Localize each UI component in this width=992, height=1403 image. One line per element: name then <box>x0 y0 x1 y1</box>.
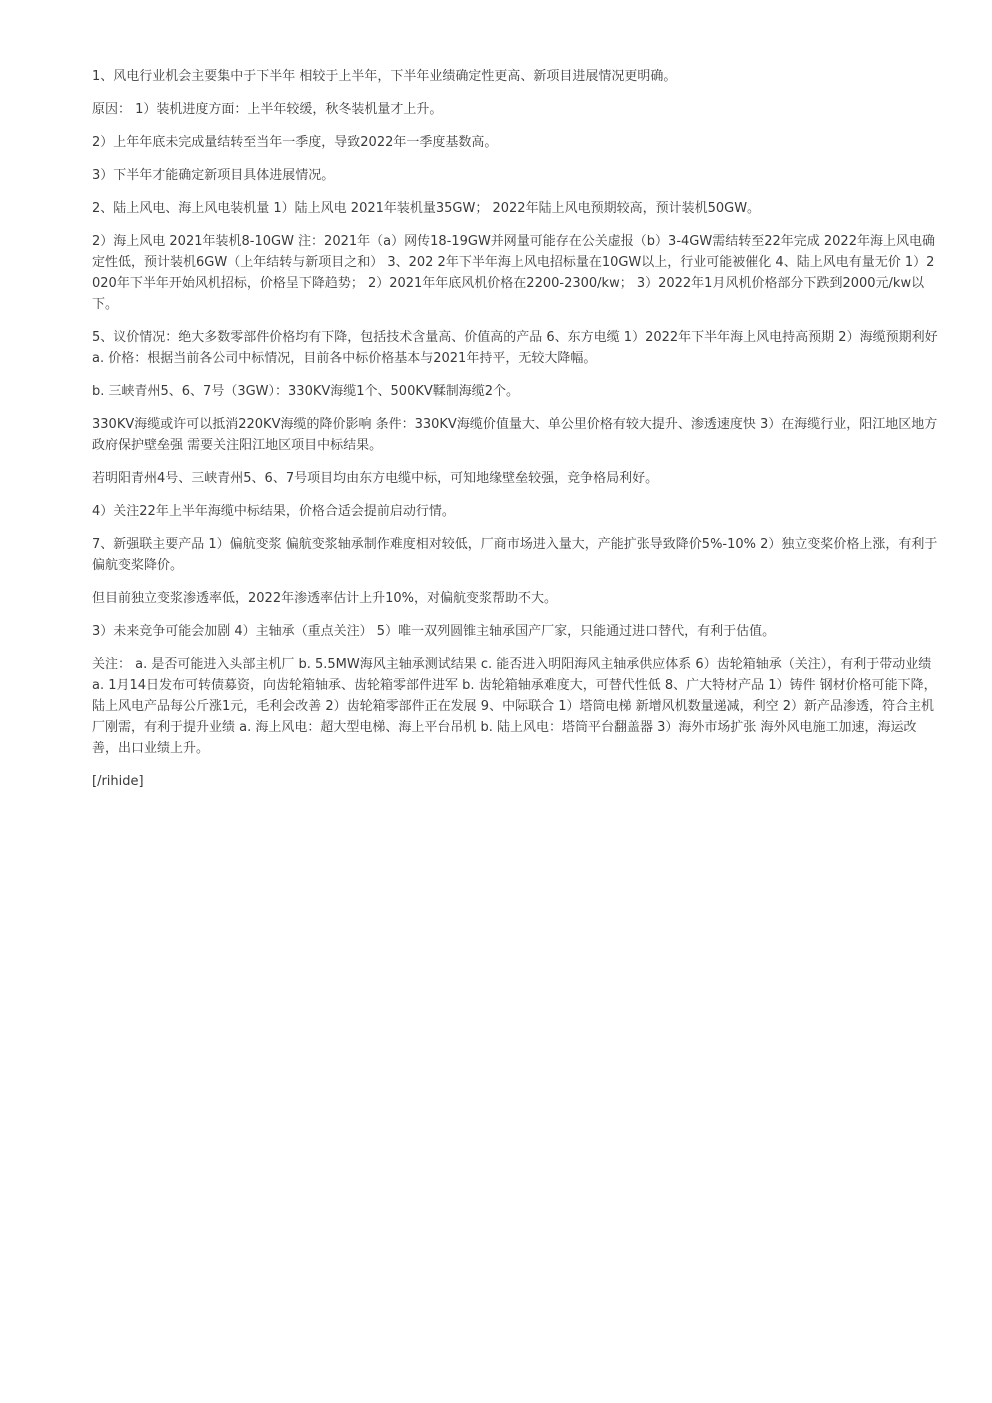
paragraph-5: 2、陆上风电、海上风电装机量 1）陆上风电 2021年装机量35GW； 2022年陆上风电预期较高，预计装机50GW。 <box>92 201 761 216</box>
paragraph-4: 3）下半年才能确定新项目具体进展情况。 <box>92 168 335 183</box>
paragraph-6: 2）海上风电 2021年装机8-10GW 注：2021年（a）网传18-19GW并网量可能存在公关虚报（b）3-4GW需结转至22年完成 2022年海上风电确定性低，预计装机6GW（上年结转与新项目之和） 3、202 2年下半年海上风电招标量在10GW以上，行业可能被催化 4、陆上风电有量无价 1）2020年下半年开始风机招标，价格呈下降趋势； 2）2021年年底风机价格在2200-2300/kw； 3）2022年1月风机价格部分下跌到2000元/kw以下。 <box>92 234 935 312</box>
paragraph-11: 4）关注22年上半年海缆中标结果，价格合适会提前启动行情。 <box>92 504 455 519</box>
paragraph-13: 但目前独立变浆渗透率低，2022年渗透率估计上升10%，对偏航变浆帮助不大。 <box>92 591 557 606</box>
paragraph-8: b. 三峡青州5、6、7号（3GW）：330KV海缆1个、500KV鞣制海缆2个。 <box>92 384 520 399</box>
paragraph-10: 若明阳青州4号、三峡青州5、6、7号项目均由东方电缆中标，可知地缘壁垒较强，竞争格局利好。 <box>92 471 659 486</box>
paragraph-1: 1、风电行业机会主要集中于下半年 相较于上半年，下半年业绩确定性更高、新项目进展情况更明确。 <box>92 69 677 84</box>
paragraph-3: 2）上年年底未完成量结转至当年一季度，导致2022年一季度基数高。 <box>92 135 498 150</box>
paragraph-9: 330KV海缆或许可以抵消220KV海缆的降价影响 条件：330KV海缆价值量大、单公里价格有较大提升、渗透速度快 3）在海缆行业，阳江地区地方政府保护壁垒强 需要关注阳江地区项目中标结果。 <box>92 417 938 453</box>
paragraph-12: 7、新强联主要产品 1）偏航变浆 偏航变浆轴承制作难度相对较低，厂商市场进入量大，产能扩张导致降价5%-10% 2）独立变桨价格上涨，有利于偏航变桨降价。 <box>92 537 938 573</box>
paragraph-16: [/rihide] <box>92 774 144 789</box>
document-body <box>92 66 938 804</box>
paragraph-15: 关注： a. 是否可能进入头部主机厂 b. 5.5MW海风主轴承测试结果 c. 能否进入明阳海风主轴承供应体系 6）齿轮箱轴承（关注），有利于带动业绩 a. 1月14日发布可转债募资，向齿轮箱轴承、齿轮箱零部件进军 b. 齿轮箱轴承难度大，可替代性低 8、广大特材产品 1）铸件 钢材价格可能下降，陆上风电产品每公斤涨1元，毛利会改善 2）齿轮箱零部件正在发展 9、中际联合 1）塔筒电梯 新增风机数量递减，利空 2）新产品渗透，符合主机厂刚需，有利于提升业绩 a. 海上风电：超大型电梯、海上平台吊机 b. 陆上风电：塔筒平台翻盖器 3）海外市场扩张 海外风电施工加速，海运改善，出口业绩上升。 <box>92 657 937 756</box>
paragraph-14: 3）未来竞争可能会加剧 4）主轴承（重点关注） 5）唯一双列圆锥主轴承国产厂家，只能通过进口替代，有利于估值。 <box>92 624 776 639</box>
paragraph-7: 5、议价情况：绝大多数零部件价格均有下降，包括技术含量高、价值高的产品 6、东方电缆 1）2022年下半年海上风电持高预期 2）海缆预期利好 a. 价格：根据当前各公司中标情况，目前各中标价格基本与2021年持平，无较大降幅。 <box>92 330 938 366</box>
paragraph-2: 原因： 1）装机进度方面：上半年较缓，秋冬装机量才上升。 <box>92 102 443 117</box>
